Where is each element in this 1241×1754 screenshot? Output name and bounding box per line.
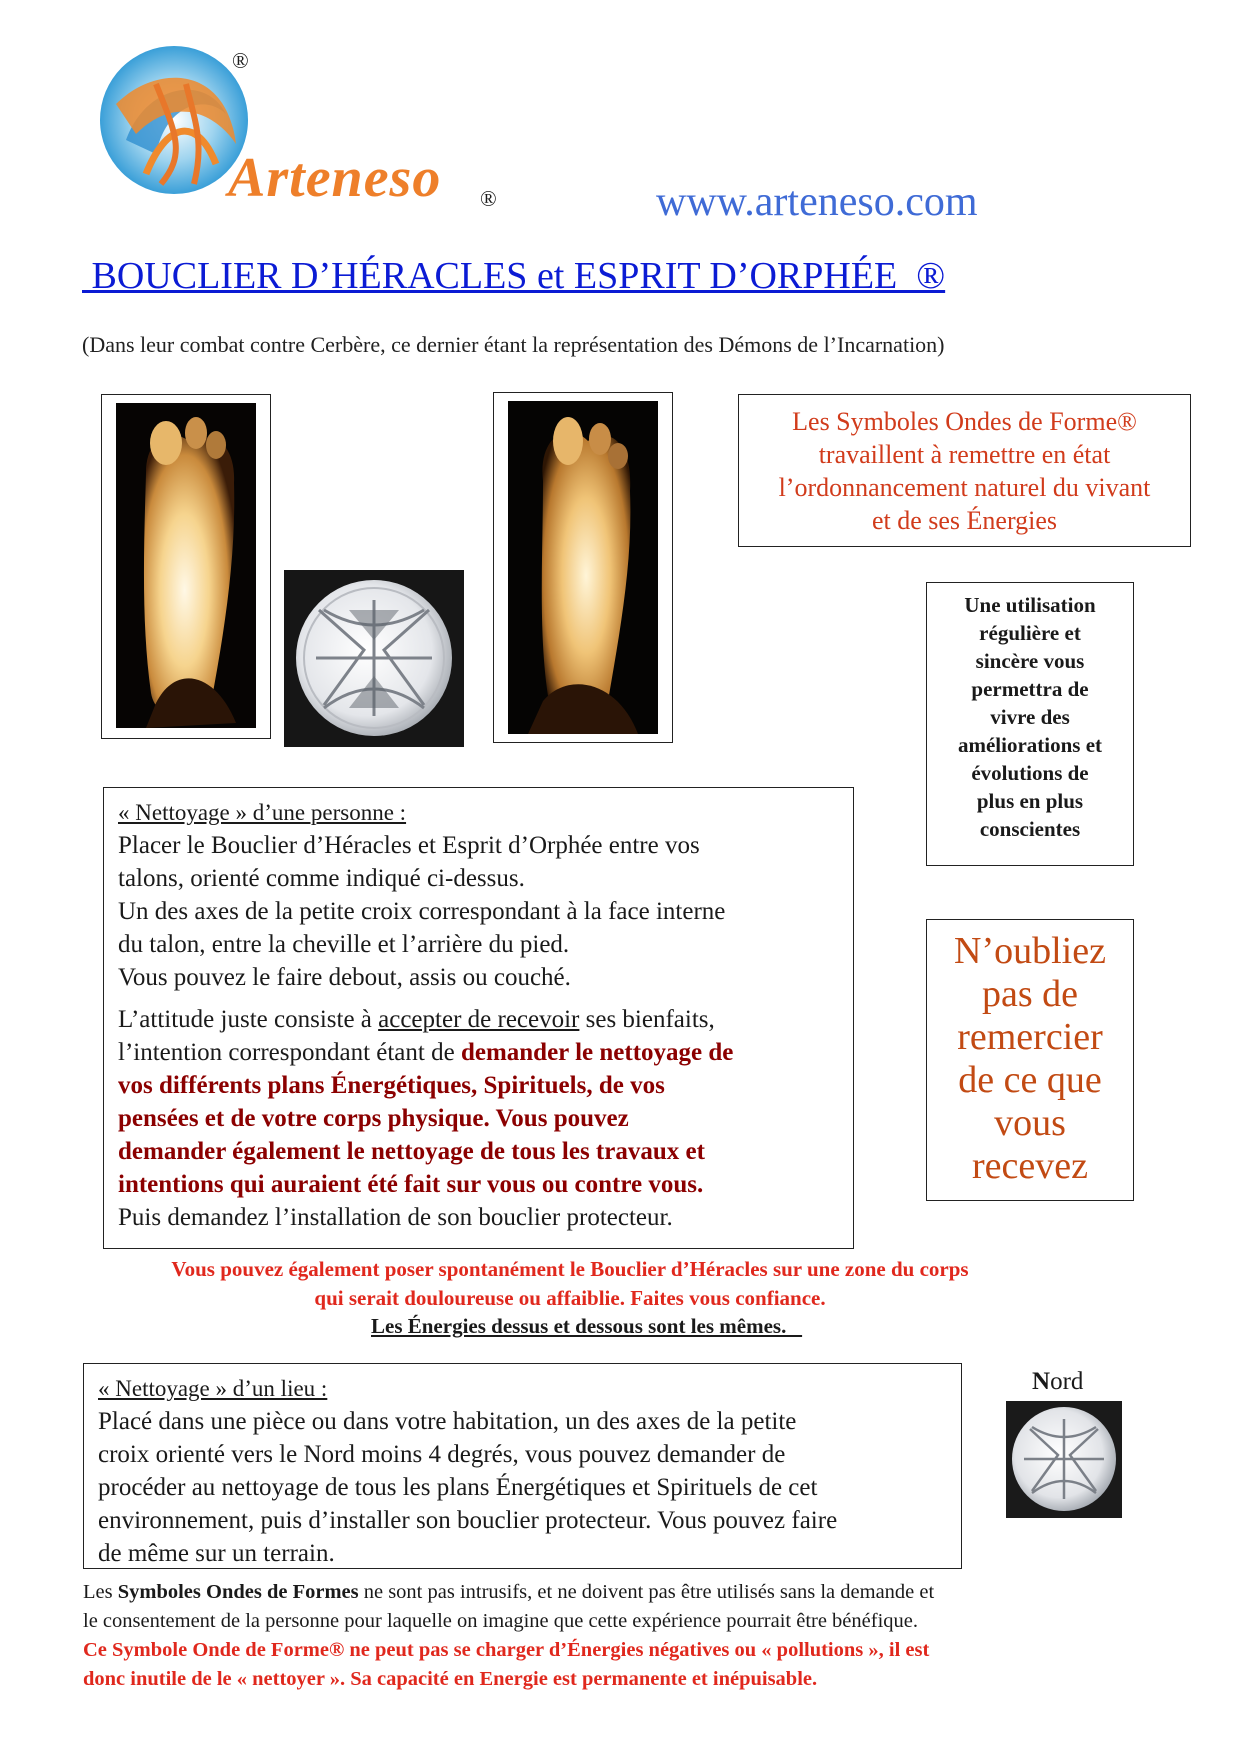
registered-mark: ® (232, 48, 249, 73)
symboles-info-box (738, 394, 1191, 547)
text-span: ord (1050, 1368, 1084, 1395)
info-line: travaillent à remettre en état (818, 440, 1111, 469)
text-span: ne sont pas intrusifs, et ne doivent pas être utilisés sans la demande et (358, 1581, 935, 1603)
info-line: améliorations et (957, 733, 1103, 757)
emphasis-line: intentions qui auraient été fait sur vous ou contre vous. (118, 1171, 704, 1198)
info-line: régulière et (979, 621, 1081, 645)
body-note-line: Vous pouvez également poser spontanément le Bouclier d’Héracles sur une zone du corps (171, 1257, 969, 1281)
instruction-line: Placer le Bouclier d’Héracles et Esprit d’Orphée entre vos (118, 832, 700, 859)
info-line: permettra de (971, 677, 1089, 701)
person-cleaning-box (103, 787, 854, 1249)
info-line: et de ses Énergies (871, 506, 1058, 535)
text-span: l’intention correspondant étant de (118, 1039, 461, 1066)
shield-photo (284, 570, 464, 747)
emphasis-line: pensées et de votre corps physique. Vous pouvez (118, 1105, 629, 1132)
info-line: plus en plus (976, 789, 1084, 813)
emphasis-text: accepter de recevoir (378, 1006, 580, 1033)
info-line: vivre des (990, 705, 1070, 729)
website-link[interactable]: www.arteneso.com (656, 179, 978, 225)
instruction-line: du talon, entre la cheville et l’arrière du pied. (118, 931, 570, 958)
instruction-line: croix orienté vers le Nord moins 4 degrés, vous pouvez demander de (98, 1441, 786, 1468)
attitude-line (118, 1003, 843, 1036)
instruction-line: de même sur un terrain. (98, 1540, 335, 1567)
remercier-info-box (926, 919, 1134, 1201)
text-span: N (1032, 1368, 1051, 1395)
foot-photo-left (101, 394, 271, 739)
footer-line: le consentement de la personne pour laquelle on imagine que cette expérience pourrait être bénéfique. (83, 1610, 919, 1632)
text-span: ses bienfaits, (579, 1006, 715, 1033)
shield-photo-north (1006, 1401, 1122, 1518)
emphasis-text: Symboles Ondes de Formes (117, 1581, 359, 1603)
info-line: Les Symboles Ondes de Forme® (792, 407, 1137, 436)
footer-notes (83, 1578, 1173, 1694)
body-note-line: qui serait douloureuse ou affaiblie. Faites vous confiance. (314, 1286, 826, 1310)
shield-disc-icon (284, 570, 464, 747)
info-line: vous (994, 1102, 1066, 1144)
instruction-line: Un des axes de la petite croix correspondant à la face interne (118, 898, 726, 925)
utilisation-info-box (926, 582, 1134, 866)
instruction-line: environnement, puis d’installer son bouclier protecteur. Vous pouvez faire (98, 1507, 838, 1534)
info-line: N’oubliez (954, 930, 1106, 972)
instruction-line: procéder au nettoyage de tous les plans Énergétiques et Spirituels de cet (98, 1474, 818, 1501)
footer-warning-line: donc inutile de le « nettoyer ». Sa capacité en Energie est permanente et inépuisable. (83, 1668, 818, 1690)
info-line: de ce que (958, 1059, 1102, 1101)
emphasis-line: vos différents plans Énergétiques, Spirituels, de vos (118, 1072, 665, 1099)
text-span: L’attitude juste consiste à (118, 1006, 379, 1033)
foot-image (508, 401, 658, 734)
section-heading: « Nettoyage » d’un lieu : (98, 1376, 328, 1401)
section-heading: « Nettoyage » d’une personne : (118, 800, 407, 825)
energies-note: Les Énergies dessus et dessous sont les mêmes. (371, 1314, 803, 1338)
logo-brand-text: Arteneso (228, 147, 442, 209)
instruction-line: Puis demandez l’installation de son bouclier protecteur. (118, 1204, 673, 1231)
shield-disc-icon (1006, 1401, 1122, 1518)
emphasis-line: demander également le nettoyage de tous les travaux et (118, 1138, 705, 1165)
page-subtitle: (Dans leur combat contre Cerbère, ce dernier étant la représentation des Démons de l’Incarnation) (82, 332, 945, 357)
info-line: conscientes (979, 817, 1081, 841)
attitude-line (118, 1036, 843, 1069)
info-line: sincère vous (975, 649, 1085, 673)
text-span: Les (83, 1581, 118, 1603)
instruction-line: Placé dans une pièce ou dans votre habitation, un des axes de la petite (98, 1408, 797, 1435)
instruction-line: talons, orienté comme indiqué ci-dessus. (118, 865, 525, 892)
info-line: évolutions de (971, 761, 1089, 785)
emphasis-text: demander le nettoyage de (460, 1039, 734, 1066)
footer-warning-line: Ce Symbole Onde de Forme® ne peut pas se charger d’Énergies négatives ou « pollutions », il est (83, 1639, 930, 1661)
registered-mark: ® (480, 186, 497, 211)
foot-image (116, 403, 256, 728)
info-line: Une utilisation (964, 593, 1096, 617)
foot-photo-right (493, 392, 673, 743)
nord-label (1032, 1368, 1083, 1396)
info-line: pas de (981, 973, 1079, 1015)
info-line: recevez (972, 1145, 1088, 1187)
page-title: BOUCLIER D’HÉRACLES et ESPRIT D’ORPHÉE ® (82, 255, 946, 297)
info-line: l’ordonnancement naturel du vivant (778, 473, 1151, 502)
footer-line (83, 1578, 1173, 1607)
instruction-line: Vous pouvez le faire debout, assis ou couché. (118, 964, 571, 991)
place-cleaning-box (83, 1363, 962, 1569)
info-line: remercier (957, 1016, 1103, 1058)
